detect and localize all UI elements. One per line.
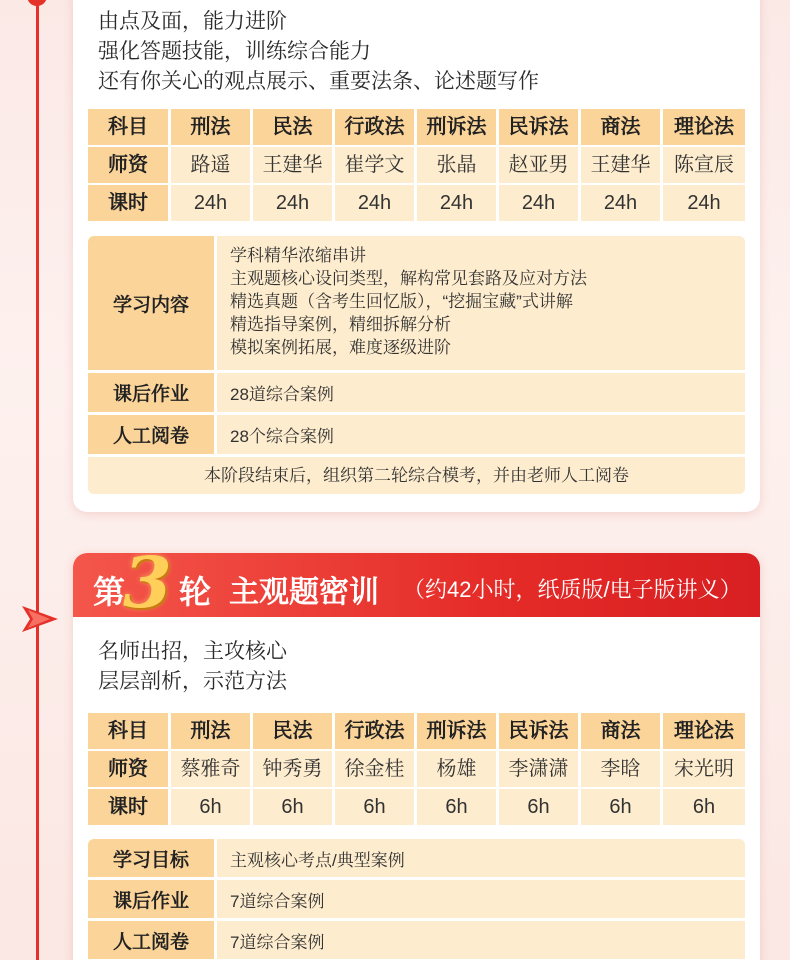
homework-label: 课后作业 xyxy=(88,373,214,412)
table-cell: 路遥 xyxy=(171,147,250,183)
table-cell: 24h xyxy=(253,185,332,221)
table-cell: 24h xyxy=(335,185,414,221)
round-subtitle: （约42小时，纸质版/电子版讲义） xyxy=(403,577,742,602)
table-cell: 李晗 xyxy=(581,751,660,787)
table-cell: 24h xyxy=(663,185,745,221)
table-header-cell: 商法 xyxy=(581,109,660,145)
table-header-cell: 理论法 xyxy=(663,713,745,749)
homework-value: 28道综合案例 xyxy=(217,373,745,412)
table-cell: 6h xyxy=(253,789,332,825)
table-cell: 张晶 xyxy=(417,147,496,183)
content-line: 学科精华浓缩串讲 xyxy=(230,246,366,265)
table-header-cell: 商法 xyxy=(581,713,660,749)
table-cell: 6h xyxy=(499,789,578,825)
table-row-label: 课时 xyxy=(88,789,168,825)
goal-value: 主观核心考点/典型案例 xyxy=(217,839,745,877)
table-cell: 杨雄 xyxy=(417,751,496,787)
table-cell: 6h xyxy=(335,789,414,825)
table-row-label: 师资 xyxy=(88,147,168,183)
table-cell: 陈宣辰 xyxy=(663,147,745,183)
round-2-card xyxy=(73,0,760,512)
content-line: 主观题核心设问类型，解构常见套路及应对方法 xyxy=(230,269,587,288)
schedule-table xyxy=(88,109,745,221)
table-header-cell: 刑诉法 xyxy=(417,713,496,749)
table-header-cell: 科目 xyxy=(88,713,168,749)
round-prefix: 第 xyxy=(93,574,126,610)
table-cell: 6h xyxy=(663,789,745,825)
intro-line: 层层剖析，示范方法 xyxy=(98,670,287,693)
table-header-cell: 民法 xyxy=(253,109,332,145)
round-suffix: 轮 xyxy=(179,574,212,610)
table-row-label: 师资 xyxy=(88,751,168,787)
stage-note: 本阶段结束后，组织第二轮综合模考，并由老师人工阅卷 xyxy=(88,457,745,494)
table-header-cell: 行政法 xyxy=(335,109,414,145)
details-table xyxy=(88,236,745,494)
table-header-cell: 民法 xyxy=(253,713,332,749)
round-number-badge: 3 xyxy=(123,553,172,624)
table-cell: 赵亚男 xyxy=(499,147,578,183)
intro-line: 强化答题技能，训练综合能力 xyxy=(98,40,371,63)
table-header-cell: 刑法 xyxy=(171,713,250,749)
grading-label: 人工阅卷 xyxy=(88,415,214,454)
homework-value: 7道综合案例 xyxy=(217,880,745,918)
intro-line: 名师出招，主攻核心 xyxy=(98,640,287,663)
table-cell: 24h xyxy=(581,185,660,221)
timeline-top-cap xyxy=(27,0,47,6)
table-cell: 6h xyxy=(171,789,250,825)
table-cell: 24h xyxy=(417,185,496,221)
table-cell: 蔡雅奇 xyxy=(171,751,250,787)
table-cell: 徐金桂 xyxy=(335,751,414,787)
intro-line: 还有你关心的观点展示、重要法条、论述题写作 xyxy=(98,70,539,93)
table-header-cell: 刑法 xyxy=(171,109,250,145)
table-cell: 李潇潇 xyxy=(499,751,578,787)
grading-value: 7道综合案例 xyxy=(217,921,745,959)
content-label: 学习内容 xyxy=(88,236,214,370)
goal-label: 学习目标 xyxy=(88,839,214,877)
table-cell: 24h xyxy=(171,185,250,221)
round-2-intro xyxy=(98,7,539,97)
table-cell: 钟秀勇 xyxy=(253,751,332,787)
content-value xyxy=(217,236,745,370)
content-line: 模拟案例拓展，难度逐级进阶 xyxy=(230,338,451,357)
timeline-arrow-icon xyxy=(20,604,60,634)
intro-line: 由点及面，能力进阶 xyxy=(98,10,287,33)
grading-value: 28个综合案例 xyxy=(217,415,745,454)
round-3-card xyxy=(73,553,760,960)
round-3-intro xyxy=(98,637,287,697)
homework-label: 课后作业 xyxy=(88,880,214,918)
grading-label: 人工阅卷 xyxy=(88,921,214,959)
table-cell: 24h xyxy=(499,185,578,221)
table-cell: 崔学文 xyxy=(335,147,414,183)
round-title: 主观题密训 xyxy=(229,576,379,609)
table-header-cell: 刑诉法 xyxy=(417,109,496,145)
table-header-cell: 民诉法 xyxy=(499,713,578,749)
table-header-cell: 行政法 xyxy=(335,713,414,749)
table-cell: 宋光明 xyxy=(663,751,745,787)
table-header-cell: 理论法 xyxy=(663,109,745,145)
content-line: 精选指导案例，精细拆解分析 xyxy=(230,315,451,334)
table-cell: 6h xyxy=(417,789,496,825)
details-table xyxy=(88,839,745,960)
table-cell: 王建华 xyxy=(253,147,332,183)
timeline-line xyxy=(36,0,39,960)
table-row-label: 课时 xyxy=(88,185,168,221)
table-cell: 6h xyxy=(581,789,660,825)
content-line: 精选真题（含考生回忆版），“挖掘宝藏”式讲解 xyxy=(230,292,573,311)
table-cell: 王建华 xyxy=(581,147,660,183)
table-header-cell: 科目 xyxy=(88,109,168,145)
schedule-table xyxy=(88,713,745,825)
round-3-header xyxy=(73,553,760,624)
table-header-cell: 民诉法 xyxy=(499,109,578,145)
